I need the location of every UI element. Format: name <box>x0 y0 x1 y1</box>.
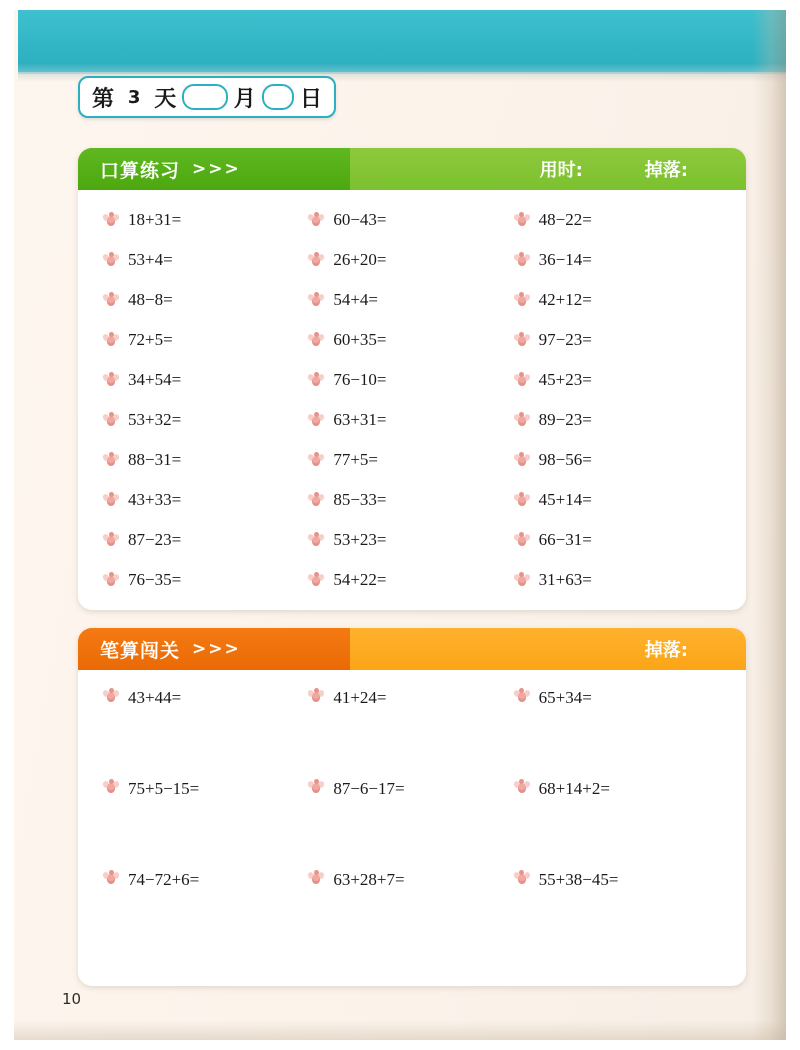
bee-icon <box>104 779 118 795</box>
problem-item <box>309 779 514 870</box>
oral-drop-label: 掉落: <box>644 160 688 181</box>
bee-icon <box>515 372 529 388</box>
problem-expression: 87−23= <box>128 530 182 549</box>
bee-icon <box>104 372 118 388</box>
problem-expression: 68+14+2= <box>538 779 610 798</box>
problem-expression: 76−35= <box>128 570 182 589</box>
bee-icon <box>515 212 529 228</box>
oral-problem-grid <box>78 200 746 600</box>
problem-expression: 89−23= <box>538 410 592 429</box>
paper-edge-right <box>752 10 786 1040</box>
problem-expression: 26+20= <box>333 250 387 269</box>
bee-icon <box>515 688 529 704</box>
problem-expression: 88−31= <box>128 450 182 469</box>
problem-expression: 97−23= <box>538 330 592 349</box>
problem-item <box>515 440 720 480</box>
problem-expression: 48−22= <box>538 210 592 229</box>
problem-expression: 85−33= <box>333 490 387 509</box>
problem-item <box>515 200 720 240</box>
day-suffix-label: 天 <box>154 86 177 112</box>
bee-icon <box>104 572 118 588</box>
problem-expression: 43+44= <box>128 688 182 707</box>
problem-item <box>104 280 309 320</box>
problem-item <box>515 280 720 320</box>
problem-item <box>104 688 309 779</box>
problem-item <box>309 240 514 280</box>
problem-expression: 36−14= <box>538 250 592 269</box>
bee-icon <box>104 252 118 268</box>
bee-icon <box>309 372 323 388</box>
bee-icon <box>104 870 118 886</box>
problem-item <box>104 320 309 360</box>
problem-expression: 43+33= <box>128 490 182 509</box>
problem-item <box>309 870 514 961</box>
problem-expression: 66−31= <box>538 530 592 549</box>
chevron-right-icon: >>> <box>192 159 241 179</box>
problem-expression: 63+28+7= <box>333 870 405 889</box>
bee-icon <box>309 412 323 428</box>
problem-item <box>309 400 514 440</box>
problem-expression: 45+14= <box>538 490 592 509</box>
bee-icon <box>104 452 118 468</box>
bee-icon <box>309 688 323 704</box>
problem-expression: 53+4= <box>128 250 173 269</box>
problem-expression: 34+54= <box>128 370 182 389</box>
problem-expression: 45+23= <box>538 370 592 389</box>
problem-item <box>104 200 309 240</box>
written-section-meta <box>645 628 746 670</box>
problem-item <box>515 560 720 600</box>
bee-icon <box>515 292 529 308</box>
bee-icon <box>515 492 529 508</box>
written-problem-grid <box>78 688 746 961</box>
problem-item <box>309 360 514 400</box>
problem-expression: 42+12= <box>538 290 592 309</box>
problem-item <box>104 480 309 520</box>
bee-icon <box>515 779 529 795</box>
problem-item <box>309 320 514 360</box>
month-blank-field[interactable] <box>182 84 227 110</box>
bee-icon <box>309 332 323 348</box>
bee-icon <box>309 572 323 588</box>
problem-expression: 55+38−45= <box>538 870 619 889</box>
problem-item <box>515 520 720 560</box>
problem-item <box>104 779 309 870</box>
problem-expression: 48−8= <box>128 290 173 309</box>
problem-item <box>104 360 309 400</box>
problem-expression: 31+63= <box>538 570 592 589</box>
problem-item <box>515 870 720 961</box>
oral-section-meta <box>540 148 746 190</box>
problem-item <box>104 560 309 600</box>
bee-icon <box>309 452 323 468</box>
problem-item <box>104 870 309 961</box>
problem-item <box>309 280 514 320</box>
problem-item <box>104 240 309 280</box>
bee-icon <box>309 212 323 228</box>
bee-icon <box>515 332 529 348</box>
day-title-pill <box>78 76 336 118</box>
problem-item <box>309 520 514 560</box>
written-drop-label: 掉落: <box>644 640 688 661</box>
bee-icon <box>104 332 118 348</box>
bee-icon <box>515 532 529 548</box>
problem-item <box>515 779 720 870</box>
bee-icon <box>309 870 323 886</box>
problem-expression: 77+5= <box>333 450 379 469</box>
oral-section-bar <box>78 148 746 190</box>
problem-item <box>309 480 514 520</box>
problem-item <box>515 320 720 360</box>
bee-icon <box>104 292 118 308</box>
bee-icon <box>104 492 118 508</box>
bee-icon <box>104 212 118 228</box>
bee-icon <box>309 252 323 268</box>
problem-expression: 87−6−17= <box>333 779 405 798</box>
bee-icon <box>309 779 323 795</box>
problem-item <box>104 400 309 440</box>
written-section-title: 笔算闯关 <box>100 639 181 662</box>
month-label: 月 <box>233 86 256 112</box>
date-blank-field[interactable] <box>262 84 294 110</box>
problem-expression: 54+22= <box>333 570 387 589</box>
problem-expression: 53+23= <box>333 530 387 549</box>
bee-icon <box>309 492 323 508</box>
problem-expression: 65+34= <box>538 688 592 707</box>
bee-icon <box>515 572 529 588</box>
problem-expression: 60+35= <box>333 330 387 349</box>
bee-icon <box>104 688 118 704</box>
bee-icon <box>515 412 529 428</box>
page-number: 10 <box>62 990 82 1008</box>
problem-item <box>309 688 514 779</box>
problem-expression: 60−43= <box>333 210 387 229</box>
date-label: 日 <box>299 86 322 112</box>
bee-icon <box>515 870 529 886</box>
problem-item <box>104 440 309 480</box>
oral-section-title: 口算练习 <box>100 159 181 182</box>
bee-icon <box>309 292 323 308</box>
problem-item <box>309 200 514 240</box>
bee-icon <box>515 452 529 468</box>
chevron-right-icon: >>> <box>192 639 241 659</box>
oral-section-title-block <box>78 148 350 190</box>
problem-item <box>309 560 514 600</box>
bee-icon <box>515 252 529 268</box>
problem-expression: 75+5−15= <box>128 779 200 798</box>
problem-expression: 54+4= <box>333 290 379 309</box>
problem-expression: 98−56= <box>538 450 592 469</box>
problem-item <box>515 480 720 520</box>
problem-item <box>515 688 720 779</box>
problem-expression: 18+31= <box>128 210 182 229</box>
paper-edge-bottom <box>14 1020 786 1040</box>
day-prefix-label: 第 <box>92 86 115 112</box>
problem-expression: 74−72+6= <box>128 870 200 889</box>
oral-practice-card <box>78 148 746 610</box>
bee-icon <box>309 532 323 548</box>
day-number: 3 <box>127 86 141 108</box>
written-section-title-block <box>78 628 350 670</box>
problem-expression: 53+32= <box>128 410 182 429</box>
oral-time-label: 用时: <box>539 160 583 181</box>
problem-item <box>515 400 720 440</box>
problem-expression: 72+5= <box>128 330 173 349</box>
bee-icon <box>104 412 118 428</box>
problem-item <box>515 360 720 400</box>
problem-item <box>515 240 720 280</box>
problem-expression: 41+24= <box>333 688 387 707</box>
problem-item <box>104 520 309 560</box>
problem-expression: 76−10= <box>333 370 387 389</box>
problem-expression: 63+31= <box>333 410 387 429</box>
bee-icon <box>104 532 118 548</box>
written-section-bar <box>78 628 746 670</box>
written-practice-card <box>78 628 746 986</box>
problem-item <box>309 440 514 480</box>
